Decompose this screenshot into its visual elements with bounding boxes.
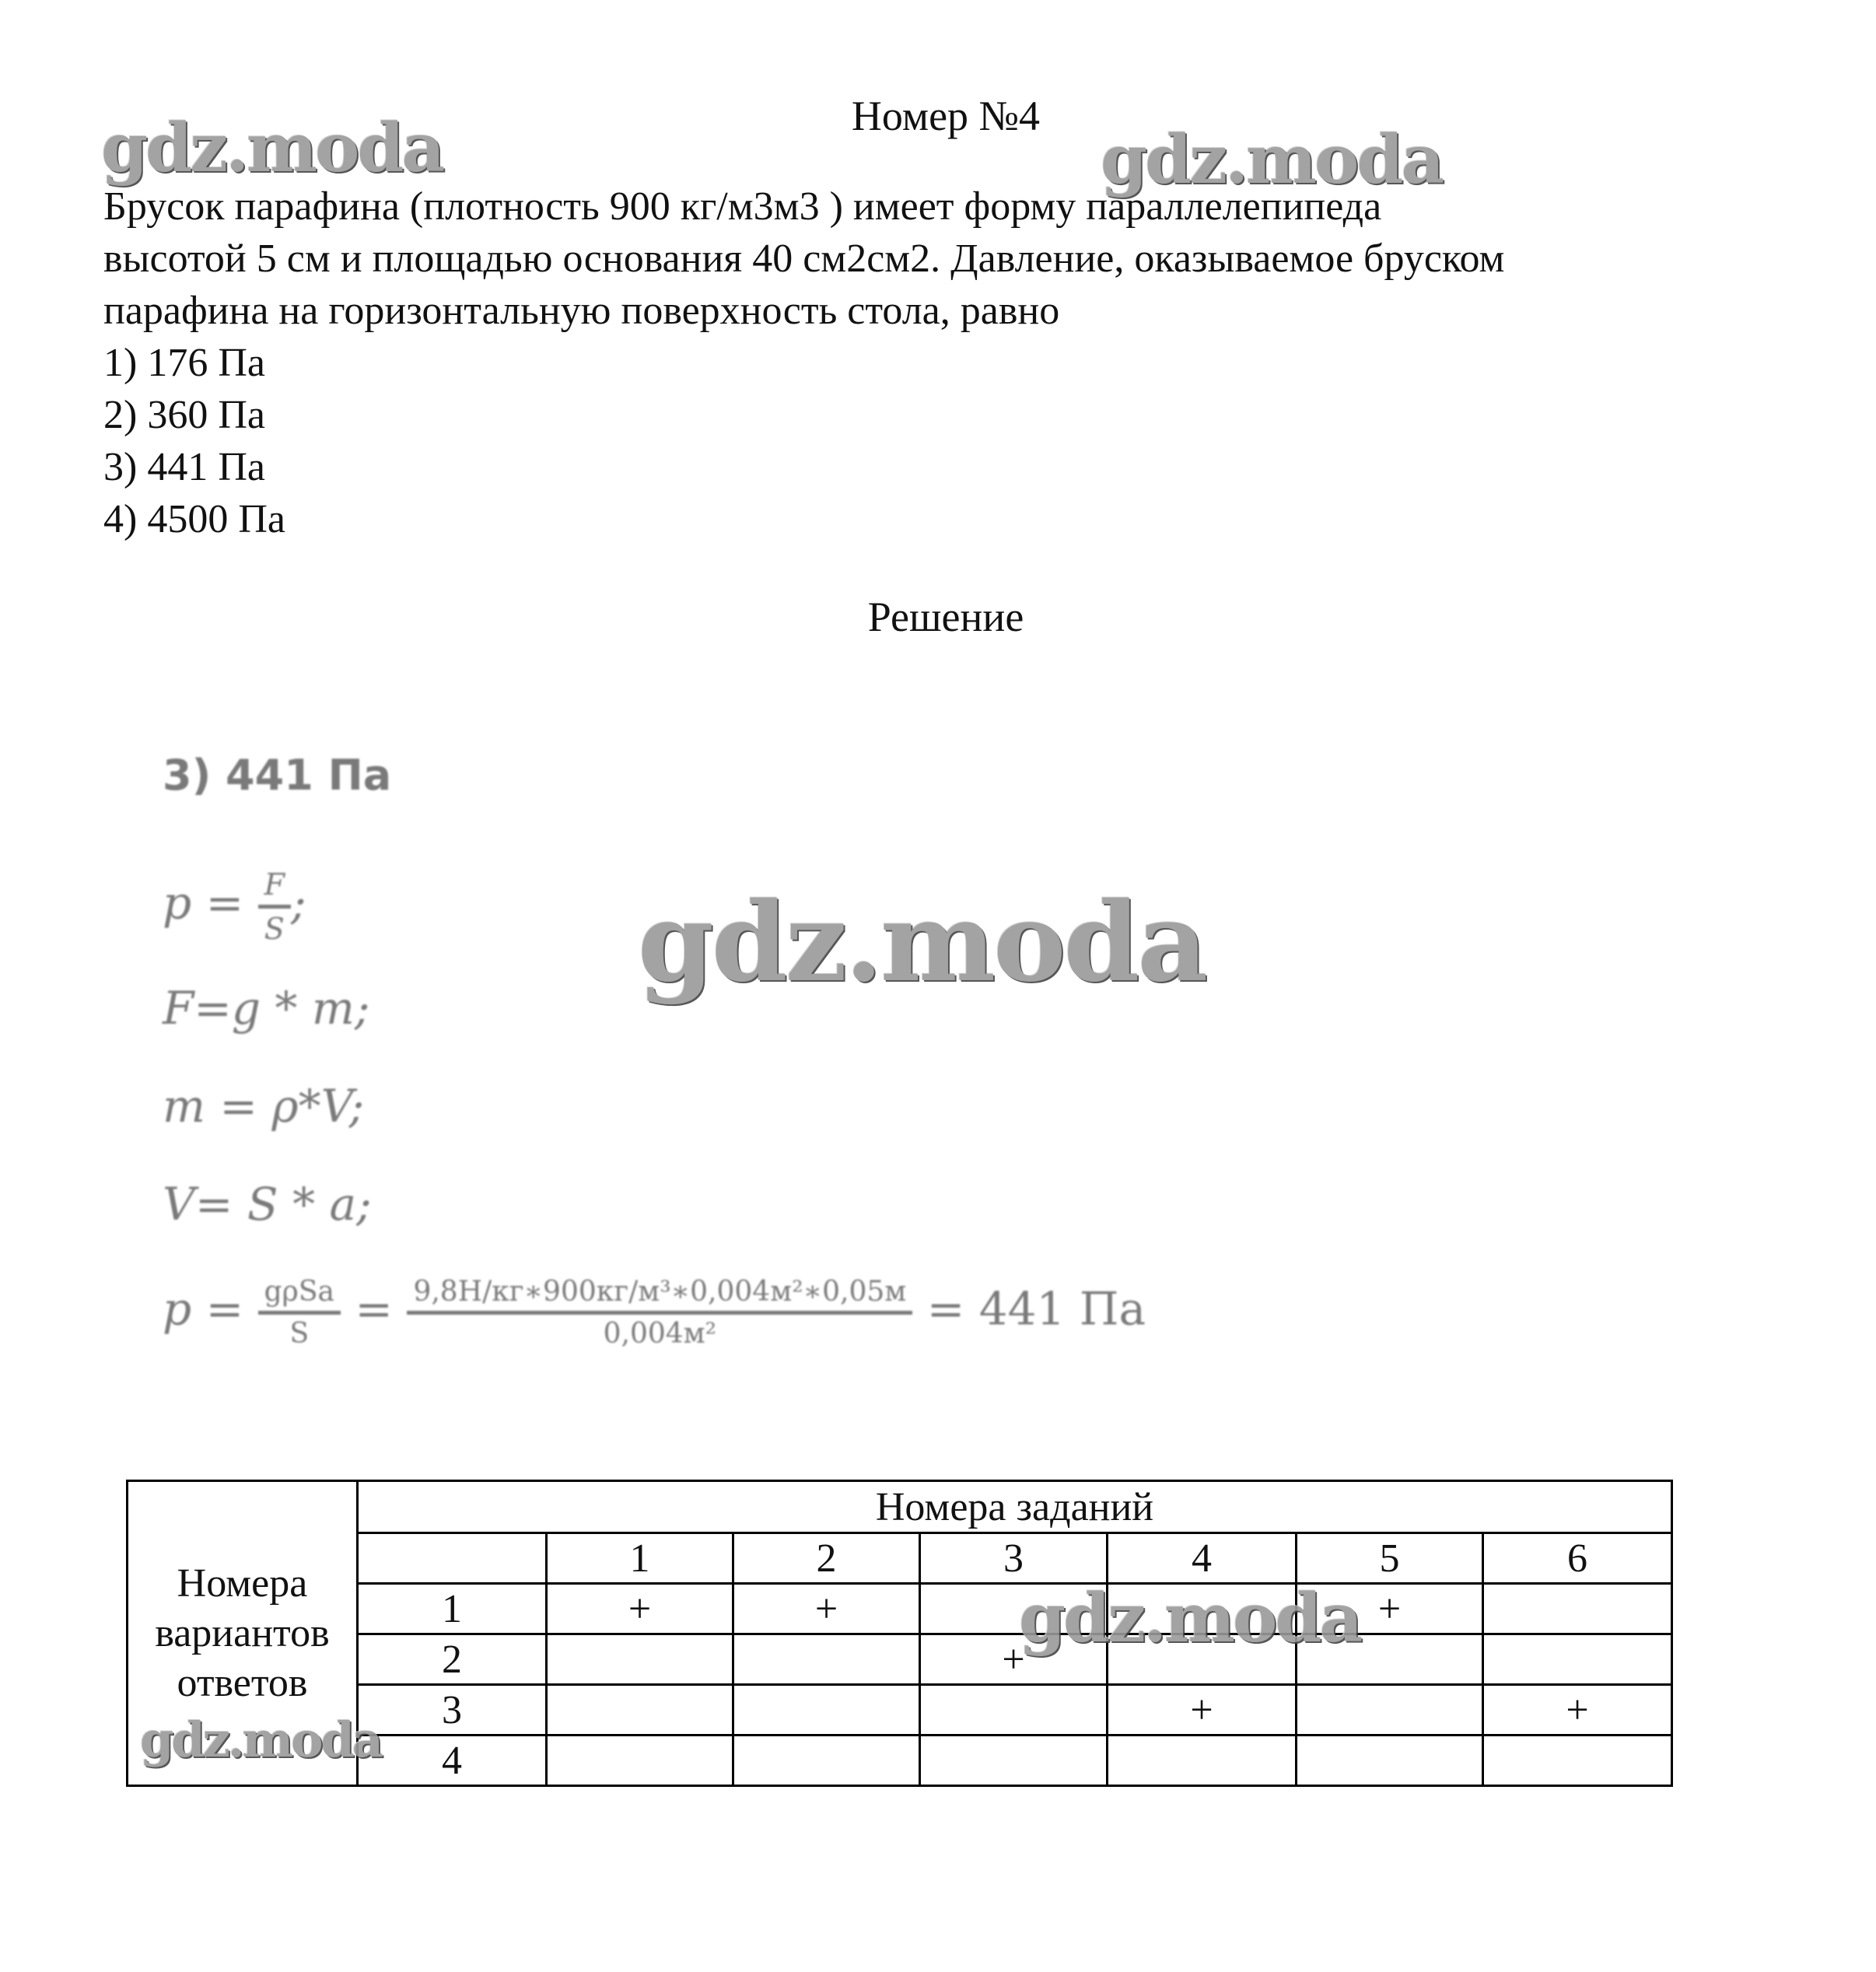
column-header: 5 bbox=[1297, 1533, 1483, 1584]
option: 1) 176 Па bbox=[103, 341, 265, 385]
table-cell bbox=[920, 1685, 1108, 1736]
problem-line: парафина на горизонтальную поверхность стола, равно bbox=[103, 289, 1060, 333]
table-cell bbox=[733, 1736, 920, 1786]
task-header: Номера заданий bbox=[358, 1481, 1672, 1533]
watermark: gdz.moda bbox=[101, 109, 443, 187]
column-header: 4 bbox=[1108, 1533, 1297, 1584]
denominator: S bbox=[289, 1318, 310, 1350]
formula-pressure bbox=[163, 867, 306, 946]
table-cell: + bbox=[1108, 1685, 1297, 1736]
numerator: 9,8Н/кг∗900кг/м³∗0,004м²∗0,05м bbox=[407, 1276, 912, 1315]
table-cell bbox=[1108, 1736, 1297, 1786]
watermark: gdz.moda bbox=[1019, 1579, 1361, 1658]
table-cell bbox=[1483, 1584, 1672, 1634]
table-cell: + bbox=[547, 1584, 733, 1634]
option: 2) 360 Па bbox=[103, 393, 265, 437]
table-cell bbox=[1297, 1685, 1483, 1736]
table-cell bbox=[920, 1736, 1108, 1786]
formula-volume: V= S * a; bbox=[163, 1178, 372, 1231]
column-header: 3 bbox=[920, 1533, 1108, 1584]
row-label: 3 bbox=[358, 1685, 547, 1736]
column-header: 1 bbox=[547, 1533, 733, 1584]
formula-part: p = bbox=[163, 876, 258, 930]
table-cell bbox=[1483, 1736, 1672, 1786]
watermark: gdz.moda bbox=[140, 1711, 381, 1768]
row-label: 4 bbox=[358, 1736, 547, 1786]
watermark: gdz.moda bbox=[1101, 121, 1443, 199]
option: 4) 4500 Па bbox=[103, 497, 285, 541]
row-label: 1 bbox=[358, 1584, 547, 1634]
column-header: 6 bbox=[1483, 1533, 1672, 1584]
problem-text bbox=[103, 180, 1853, 545]
table-row bbox=[128, 1584, 1672, 1634]
table-cell: + bbox=[920, 1634, 1108, 1685]
row-header: Номера вариантов ответов bbox=[128, 1481, 358, 1786]
table-cell bbox=[547, 1634, 733, 1685]
numerator: gρSa bbox=[258, 1276, 341, 1315]
column-header: 2 bbox=[733, 1533, 920, 1584]
solution-heading: Решение bbox=[867, 594, 1024, 640]
solution-answer: 3) 441 Па bbox=[163, 751, 392, 800]
formula-part: = bbox=[340, 1282, 408, 1336]
table-row bbox=[128, 1634, 1672, 1685]
formula-part: ; bbox=[290, 876, 306, 930]
table-cell: + bbox=[1297, 1584, 1483, 1634]
problem-line: высотой 5 см и площадью основания 40 см2см2. Давление, оказываемое бруском bbox=[103, 236, 1505, 281]
row-label: 2 bbox=[358, 1634, 547, 1685]
corner-cell bbox=[358, 1533, 547, 1584]
watermark: gdz.moda bbox=[638, 879, 1206, 1007]
table-cell: + bbox=[1483, 1685, 1672, 1736]
denominator: 0,004м² bbox=[603, 1318, 717, 1350]
table-cell bbox=[547, 1685, 733, 1736]
formula-force: F=g * m; bbox=[163, 982, 370, 1035]
formula-result bbox=[163, 1276, 1146, 1350]
table-cell bbox=[733, 1634, 920, 1685]
table-cell bbox=[1483, 1634, 1672, 1685]
denominator: S bbox=[264, 912, 285, 946]
numerator: F bbox=[258, 867, 291, 909]
table-cell bbox=[733, 1685, 920, 1736]
problem-line: Брусок парафина (плотность 900 кг/м3м3 ) имеет форму параллелепипеда bbox=[103, 184, 1382, 229]
table-cell bbox=[1297, 1736, 1483, 1786]
formula-part: = 441 Па bbox=[912, 1282, 1146, 1336]
formula-mass: m = ρ*V; bbox=[163, 1080, 365, 1133]
option: 3) 441 Па bbox=[103, 445, 265, 489]
table-cell bbox=[547, 1736, 733, 1786]
page-title: Номер №4 bbox=[851, 93, 1041, 139]
formula-part: p = bbox=[163, 1282, 258, 1336]
table-cell: + bbox=[733, 1584, 920, 1634]
